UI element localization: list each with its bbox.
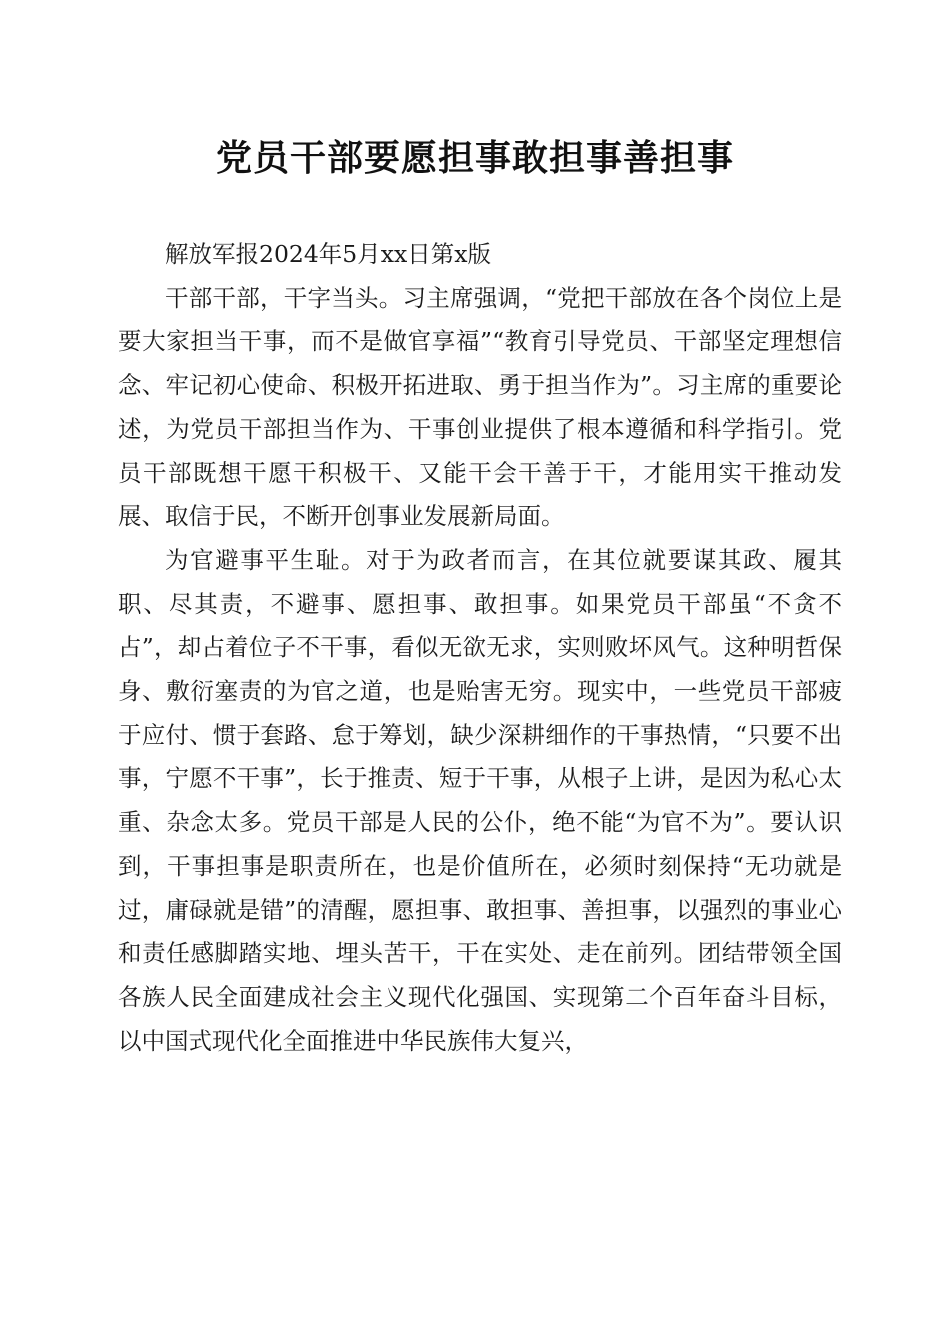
paragraph: 为官避事平生耻。对于为政者而言，在其位就要谋其政、履其职、尽其责，不避事、愿担事、敢担事。如果党员干部虽“不贪不占”，却占着位子不干事，看似无欲无求，实则败坏风气。这种明哲保身、敷衍塞责的为官之道，也是贻害无穷。现实中，一些党员干部疲于应付、惯于套路、怠于筹划，缺少深耕细作的干事热情，“只要不出事，宁愿不干事”，长于推责、短于干事，从根子上讲，是因为私心太重、杂念太多。党员干部是人民的公仆，绝不能“为官不为”。要认识到，干事担事是职责所在，也是价值所在，必须时刻保持“无功就是过，庸碌就是错”的清醒，愿担事、敢担事、善担事，以强烈的事业心和责任感脚踏实地、埋头苦干，干在实处、走在前列。团结带领全国各族人民全面建成社会主义现代化强国、实现第二个百年奋斗目标，以中国式现代化全面推进中华民族伟大复兴，	[118, 545, 842, 1055]
page-title: 党员干部要愿担事敢担事善担事	[215, 137, 734, 179]
article-body	[118, 233, 842, 1063]
source-line: 解放军报2024年5月xx日第x版	[165, 240, 492, 268]
paragraph: 干部干部，干字当头。习主席强调，“党把干部放在各个岗位上是要大家担当干事，而不是做官享福”“教育引导党员、干部坚定理想信念、牢记初心使命、积极开拓进取、勇于担当作为”。习主席的重要论述，为党员干部担当作为、干事创业提供了根本遵循和科学指引。党员干部既想干愿干积极干、又能干会干善于干，才能用实干推动发展、取信于民，不断开创事业发展新局面。	[118, 283, 842, 531]
